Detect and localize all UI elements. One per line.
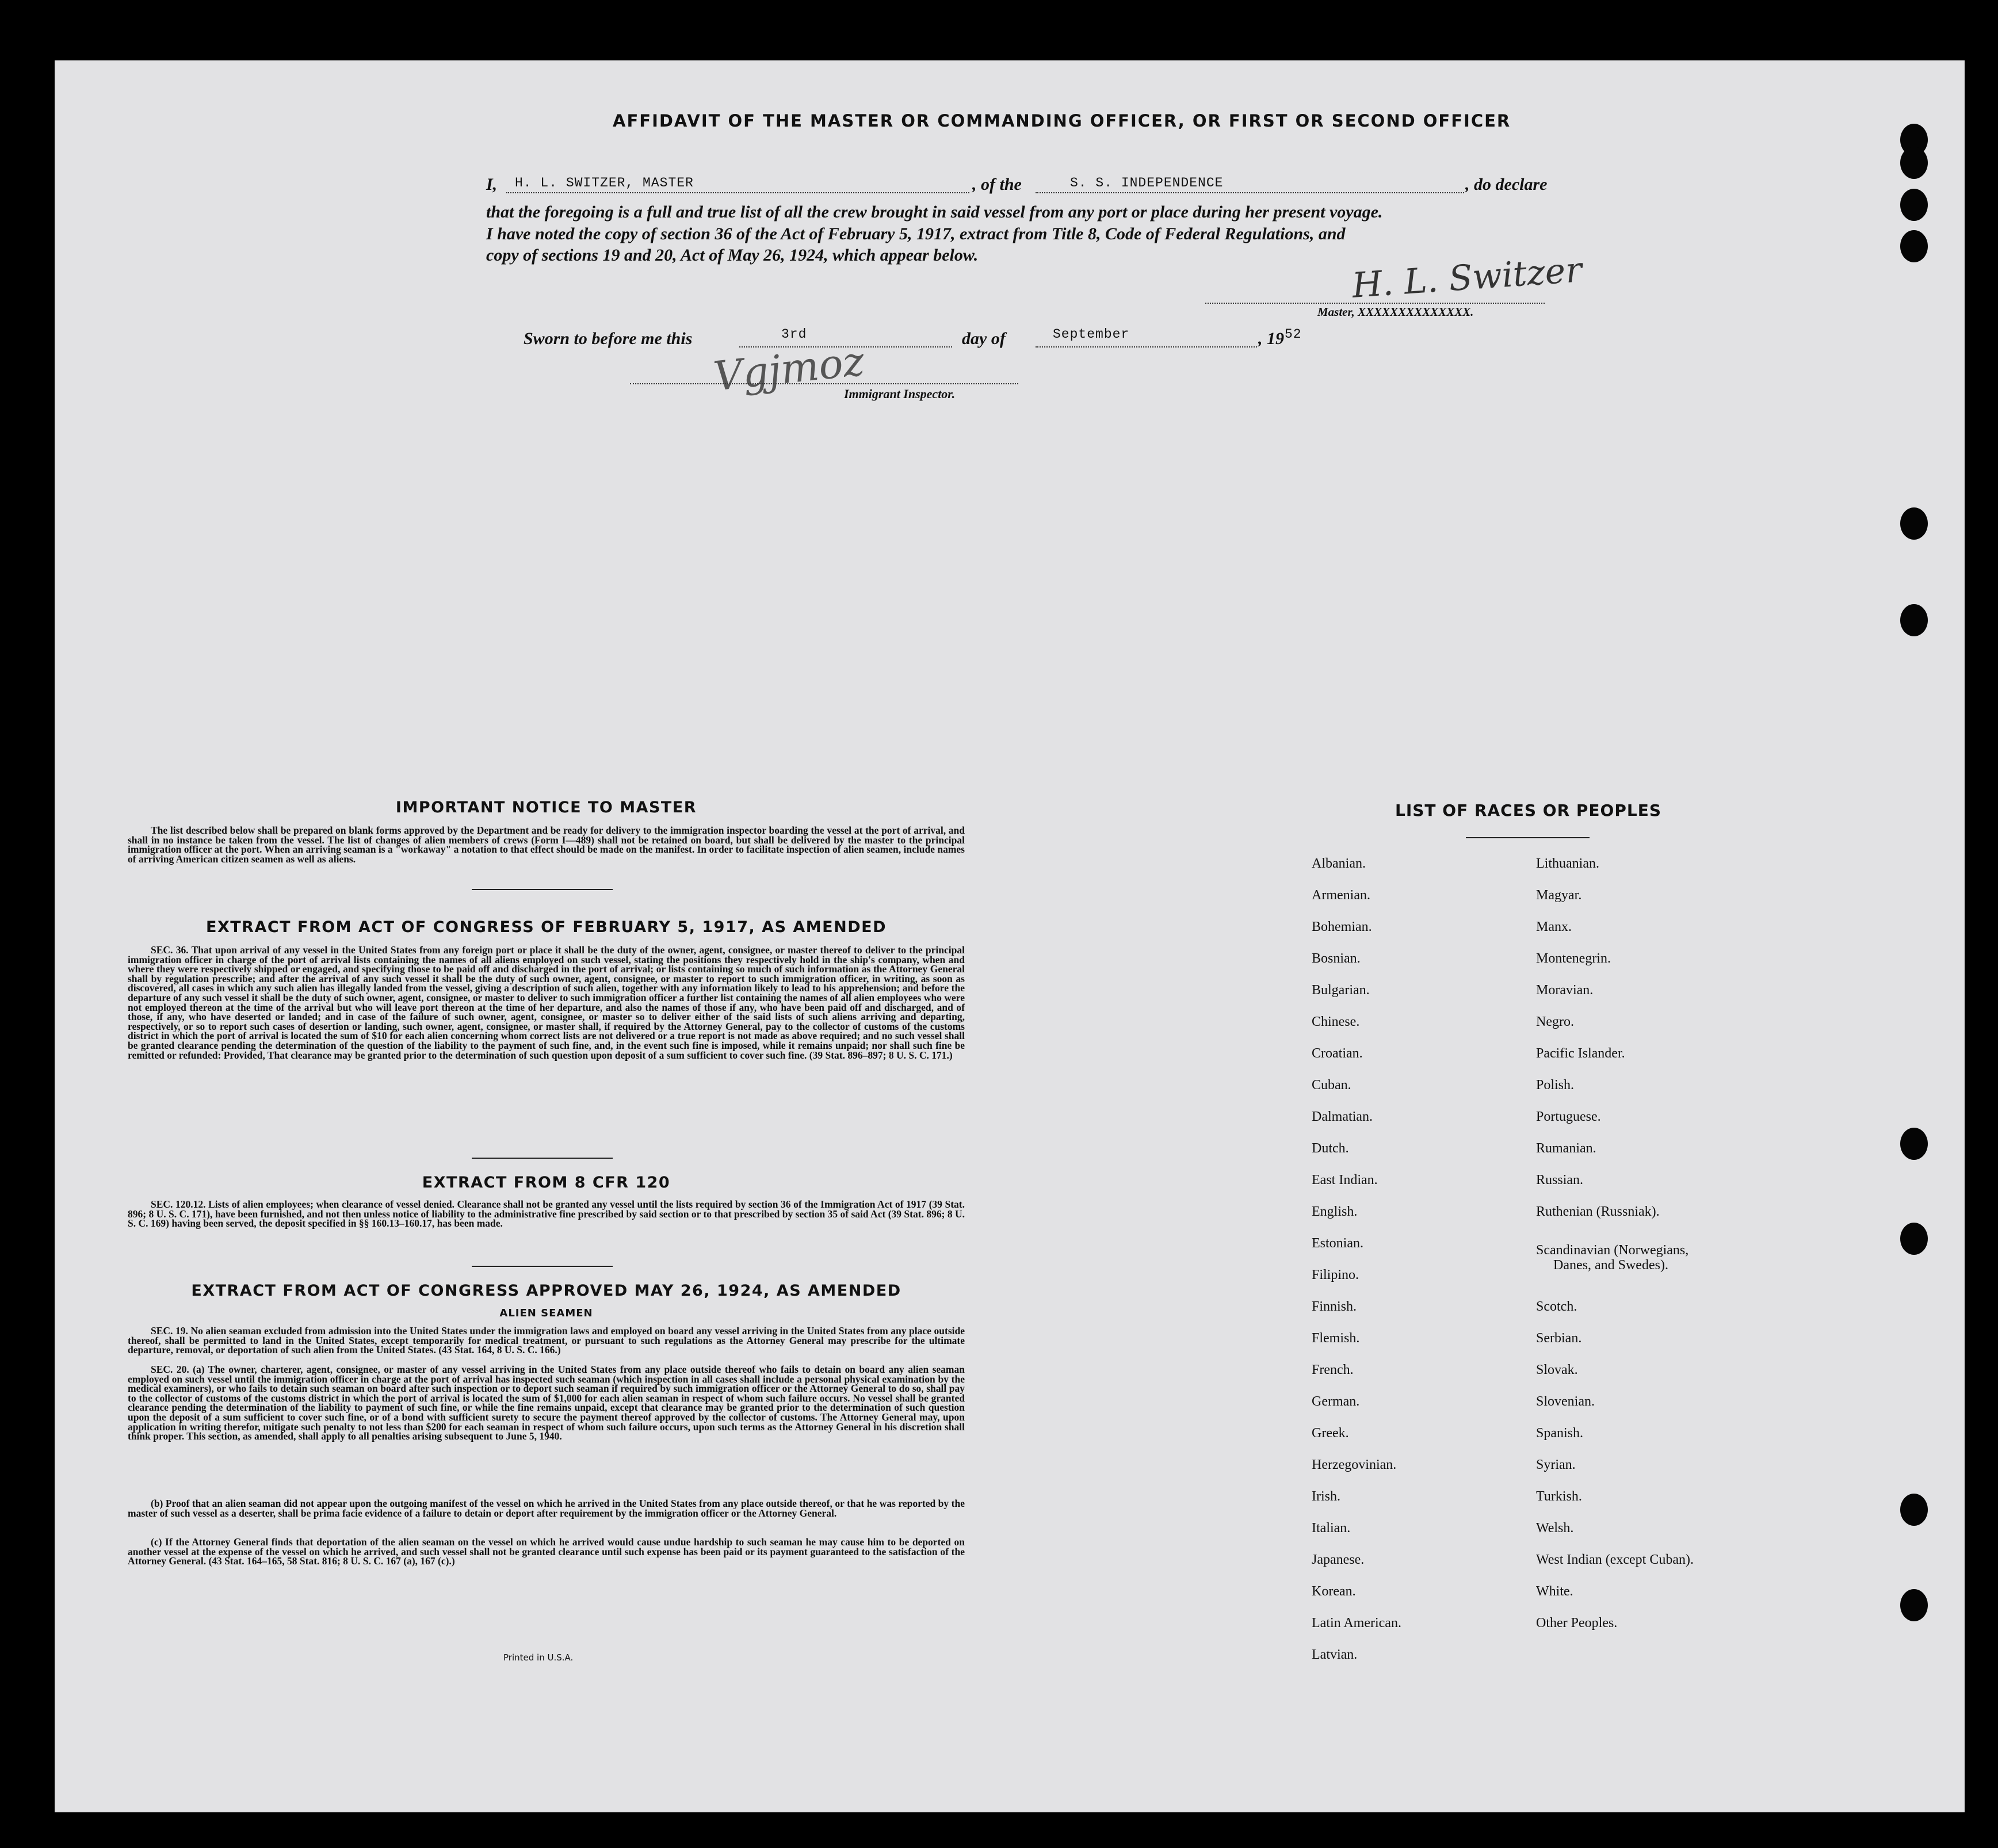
day-of-label: day of xyxy=(962,329,1006,348)
race-item: Rumanian. xyxy=(1536,1141,1596,1156)
vessel-name-line xyxy=(1036,192,1464,193)
year-prefix: , 19 xyxy=(1258,329,1284,348)
race-item: Dutch. xyxy=(1312,1141,1349,1156)
i-label: I, xyxy=(486,175,498,194)
master-name-line xyxy=(506,192,969,193)
race-item: Pacific Islander. xyxy=(1536,1046,1625,1061)
race-item: Chinese. xyxy=(1312,1014,1360,1029)
punch-hole xyxy=(1900,507,1928,540)
of-the-label: , of the xyxy=(972,175,1022,194)
notice-text: The list described below shall be prepared on blank forms approved by the Department and be ready for delivery to the immigration inspector boarding the vessel at the port of arrival, and shall in no instance be taken from the vessel. The list of changes of alien members of crews (Form I—489) shall not be retained on board, but shall be delivered by the master to the principal immigration officer at the port. When an arriving seaman is a "workaway" a notation to that effect should be made on the manifest. In order to facilitate inspection of alien seamen, include names of arriving American citizen seamen as well as aliens. xyxy=(128,824,965,865)
alien-seamen-subtitle: ALIEN SEAMEN xyxy=(499,1307,593,1319)
punch-hole xyxy=(1900,147,1928,179)
race-item: Negro. xyxy=(1536,1014,1574,1029)
sec-20c-text: (c) If the Attorney General finds that deportation of the alien seaman on the vessel on which he arrived would cause undue hardship to such seaman he may cause him to be deported on another vessel at the expense of the vessel on which he arrived, and such vessel shall not be granted clearance until such expense has been paid or its payment guaranteed to the satisfaction of the Attorney General. (43 Stat. 164–165, 58 Stat. 816; 8 U. S. C. 167 (a), 167 (c).) xyxy=(128,1536,965,1567)
race-item: Magyar. xyxy=(1536,888,1582,903)
master-caption: Master, XXXXXXXXXXXXXX. xyxy=(1317,305,1474,319)
race-item: Irish. xyxy=(1312,1489,1340,1504)
declare-label: , do declare xyxy=(1465,175,1548,194)
divider-rule xyxy=(472,889,613,890)
race-item: Ruthenian (Russniak). xyxy=(1536,1204,1660,1219)
race-item: Syrian. xyxy=(1536,1457,1576,1472)
race-item: Spanish. xyxy=(1536,1426,1584,1441)
master-signature: H. L. Switzer xyxy=(1351,250,1583,306)
punch-hole xyxy=(1900,1128,1928,1160)
sworn-month: September xyxy=(1053,327,1130,342)
affidavit-line-3: I have noted the copy of section 36 of the Act of February 5, 1917, extract from Title 8, Code of Federal Regulations, and xyxy=(486,224,1346,243)
race-item: Latvian. xyxy=(1312,1647,1358,1662)
race-item: Welsh. xyxy=(1536,1521,1574,1536)
race-item: Moravian. xyxy=(1536,983,1594,998)
race-item: Finnish. xyxy=(1312,1299,1357,1314)
race-item: White. xyxy=(1536,1584,1573,1599)
sworn-year: 52 xyxy=(1285,327,1302,342)
affidavit-line-2: that the foregoing is a full and true list of all the crew brought in said vessel from any port or place during her present voyage. xyxy=(486,203,1383,222)
affidavit-line-4: copy of sections 19 and 20, Act of May 26, 1924, which appear below. xyxy=(486,246,979,265)
race-item: Croatian. xyxy=(1312,1046,1363,1061)
race-item: Latin American. xyxy=(1312,1616,1401,1631)
race-item: Japanese. xyxy=(1312,1552,1365,1567)
race-item: Cuban. xyxy=(1312,1078,1351,1093)
race-item: Russian. xyxy=(1536,1173,1584,1188)
punch-hole xyxy=(1900,604,1928,636)
race-item: Estonian. xyxy=(1312,1236,1363,1251)
race-item: West Indian (except Cuban). xyxy=(1536,1552,1694,1567)
race-item: Dalmatian. xyxy=(1312,1109,1373,1124)
sworn-label: Sworn to before me this xyxy=(524,329,693,348)
extract-1917-text: SEC. 36. That upon arrival of any vessel in the United States from any foreign port or place it shall be the duty of the owner, agent, consignee, or master thereof to deliver to the principal immigration officer in charge of the port of arrival lists containing the names of all aliens employed on such vessel, stating the positions they respectively hold in the ship's company, when and where they were respectively shipped or engaged, and specifying those to be paid off and discharged in the port of arrival; or lists containing so much of such information as the Attorney General shall by regulation prescribe; and after the arrival of any such vessel it shall be the duty of such owner, agent, consignee, or master to report to such immigration officer, in writing, as soon as discovered, all cases in which any such alien has illegally landed from the vessel, giving a description of such alien, together with any information likely to lead to his apprehension; and before the departure of any such vessel it shall be the duty of such owner, agent, consignee, or master to deliver to such immigration officer a further list containing the names of all alien employees who were not employed thereon at the time of the arrival but who will leave port thereon at the time of her departure, and also the names of those if any, who have been paid off and discharged, and of those, if any, who have deserted or landed; and in case of the failure of such owner, agent, consignee, or master so to deliver either of the said lists of such aliens arriving and departing, respectively, or so to report such cases of desertion or landing, such owner, agent, consignee, or master shall, if required by the Attorney General, pay to the collector of customs of the customs district in which the port of arrival is located the sum of $10 for each alien concerning whom correct lists are not delivered or a true report is not made as above required; and no such vessel shall be granted clearance pending the determination of the question of the liability to the payment of such fine, and, in the event such fine is imposed, while it remains unpaid; nor shall such fine be remitted or refunded: Provided, That clearance may be granted prior to the determination of such question upon deposit of a sum sufficient to cover such fine. (39 Stat. 896–897; 8 U. S. C. 171.) xyxy=(128,944,965,1061)
master-name: H. L. SWITZER, MASTER xyxy=(515,175,694,190)
race-item: Filipino. xyxy=(1312,1267,1359,1282)
divider-rule xyxy=(472,1158,613,1159)
race-item: Flemish. xyxy=(1312,1331,1360,1346)
extract-cfr-title: EXTRACT FROM 8 CFR 120 xyxy=(422,1174,671,1192)
race-item: Greek. xyxy=(1312,1426,1349,1441)
race-item: Bosnian. xyxy=(1312,951,1361,966)
extract-cfr-text: SEC. 120.12. Lists of alien employees; when clearance of vessel denied. Clearance shall not be granted any vessel until the lists required by section 36 of the Immigration Act of 1917 (39 Stat. 896; 8 U. S. C. 171), have been furnished, and not then unless notice of liability to the administrative fine prescribed by said section or to that prescribed by section 35 of said Act (39 Stat. 896; 8 U. S. C. 169) having been served, the deposit specified in §§ 160.13–160.17, has been made. xyxy=(128,1198,965,1230)
master-signature-line xyxy=(1205,303,1545,304)
race-item: Armenian. xyxy=(1312,888,1370,903)
race-item: Bulgarian. xyxy=(1312,983,1370,998)
race-item: German. xyxy=(1312,1394,1360,1409)
punch-hole xyxy=(1900,230,1928,262)
race-item: Herzegovinian. xyxy=(1312,1457,1397,1472)
race-item: Danes, and Swedes). xyxy=(1553,1258,1668,1273)
race-item: Polish. xyxy=(1536,1078,1575,1093)
race-item: Manx. xyxy=(1536,919,1572,934)
race-item: Slovenian. xyxy=(1536,1394,1595,1409)
sec-19-text: SEC. 19. No alien seaman excluded from admission into the United States under the immigration laws and employed on board any vessel arriving in the United States from any place outside thereof, shall be permitted to land in the United States, except temporarily for medical treatment, or pursuant to such regulations as the Attorney General may prescribe for the ultimate departure, removal, or deportation of such alien from the United States. (43 Stat. 164, 8 U. S. C. 166.) xyxy=(128,1325,965,1356)
extract-1917-title: EXTRACT FROM ACT OF CONGRESS OF FEBRUARY 5, 1917, AS AMENDED xyxy=(206,918,887,936)
divider-rule xyxy=(472,1266,613,1267)
vessel-name: S. S. INDEPENDENCE xyxy=(1070,175,1224,190)
punch-hole xyxy=(1900,1589,1928,1621)
race-item: Scotch. xyxy=(1536,1299,1577,1314)
race-item: East Indian. xyxy=(1312,1173,1378,1188)
notice-title: IMPORTANT NOTICE TO MASTER xyxy=(395,799,697,816)
inspector-signature: Vgjmoz xyxy=(711,337,867,400)
affidavit-title: AFFIDAVIT OF THE MASTER OR COMMANDING OFFICER, OR FIRST OR SECOND OFFICER xyxy=(613,111,1511,131)
extract-1924-title: EXTRACT FROM ACT OF CONGRESS APPROVED MAY 26, 1924, AS AMENDED xyxy=(191,1282,901,1300)
sworn-month-line xyxy=(1036,346,1257,348)
race-item: Serbian. xyxy=(1536,1331,1582,1346)
inspector-caption: Immigrant Inspector. xyxy=(844,387,956,401)
race-item: Other Peoples. xyxy=(1536,1616,1618,1631)
race-item: French. xyxy=(1312,1362,1354,1377)
punch-hole xyxy=(1900,1223,1928,1255)
inspector-signature-line xyxy=(630,383,1018,384)
race-item: Montenegrin. xyxy=(1536,951,1611,966)
punch-hole xyxy=(1900,189,1928,221)
divider-rule xyxy=(1466,837,1590,838)
race-item: Scandinavian (Norwegians, xyxy=(1536,1243,1689,1258)
races-title: LIST OF RACES OR PEOPLES xyxy=(1395,801,1661,820)
race-item: English. xyxy=(1312,1204,1358,1219)
printed-in-usa: Printed in U.S.A. xyxy=(503,1652,574,1663)
race-item: Slovak. xyxy=(1536,1362,1578,1377)
sworn-day: 3rd xyxy=(781,327,807,342)
sec-20b-text: (b) Proof that an alien seaman did not appear upon the outgoing manifest of the vessel on which he arrived in the United States from any place outside thereof, or that he was reported by the master of such vessel as a deserter, shall be prima facie evidence of a failure to detain or deport after requirement by the immigration officer or the Attorney General. xyxy=(128,1498,965,1519)
race-item: Bohemian. xyxy=(1312,919,1372,934)
race-item: Turkish. xyxy=(1536,1489,1582,1504)
race-item: Albanian. xyxy=(1312,856,1366,871)
race-item: Italian. xyxy=(1312,1521,1351,1536)
race-item: Lithuanian. xyxy=(1536,856,1599,871)
sec-20a-text: SEC. 20. (a) The owner, charterer, agent, consignee, or master of any vessel arriving in the United States from any place outside thereof who fails to detain on board any alien seaman employed on such vessel until the immigration officer in charge at the port of arrival has inspected such seaman (which inspection in all cases shall include a personal physical examination by the medical examiners), or who fails to detain such seaman on board after such inspection or to deport such seaman if required by such immigration officer or the Attorney General to do so, shall pay to the collector of customs of the customs district in which the port of arrival is located the sum of $1,000 for each alien seaman in respect of whom such failure occurs. No vessel shall be granted clearance pending the determination of the liability to payment of such fine, or while the fine remains unpaid, except that clearance may be granted prior to the determination of such question upon the deposit of a sum sufficient to cover such fine, or of a bond with sufficient surety to secure the payment thereof approved by the collector of customs. The Attorney General may, upon application in writing therefor, mitigate such penalty to not less than $200 for each seaman in respect of whom such failure occurs, upon such terms as the Attorney General in his discretion shall think proper. This section, as amended, shall apply to all penalties arising subsequent to June 5, 1940. xyxy=(128,1364,965,1442)
punch-hole xyxy=(1900,1494,1928,1526)
race-item: Korean. xyxy=(1312,1584,1356,1599)
race-item: Portuguese. xyxy=(1536,1109,1601,1124)
